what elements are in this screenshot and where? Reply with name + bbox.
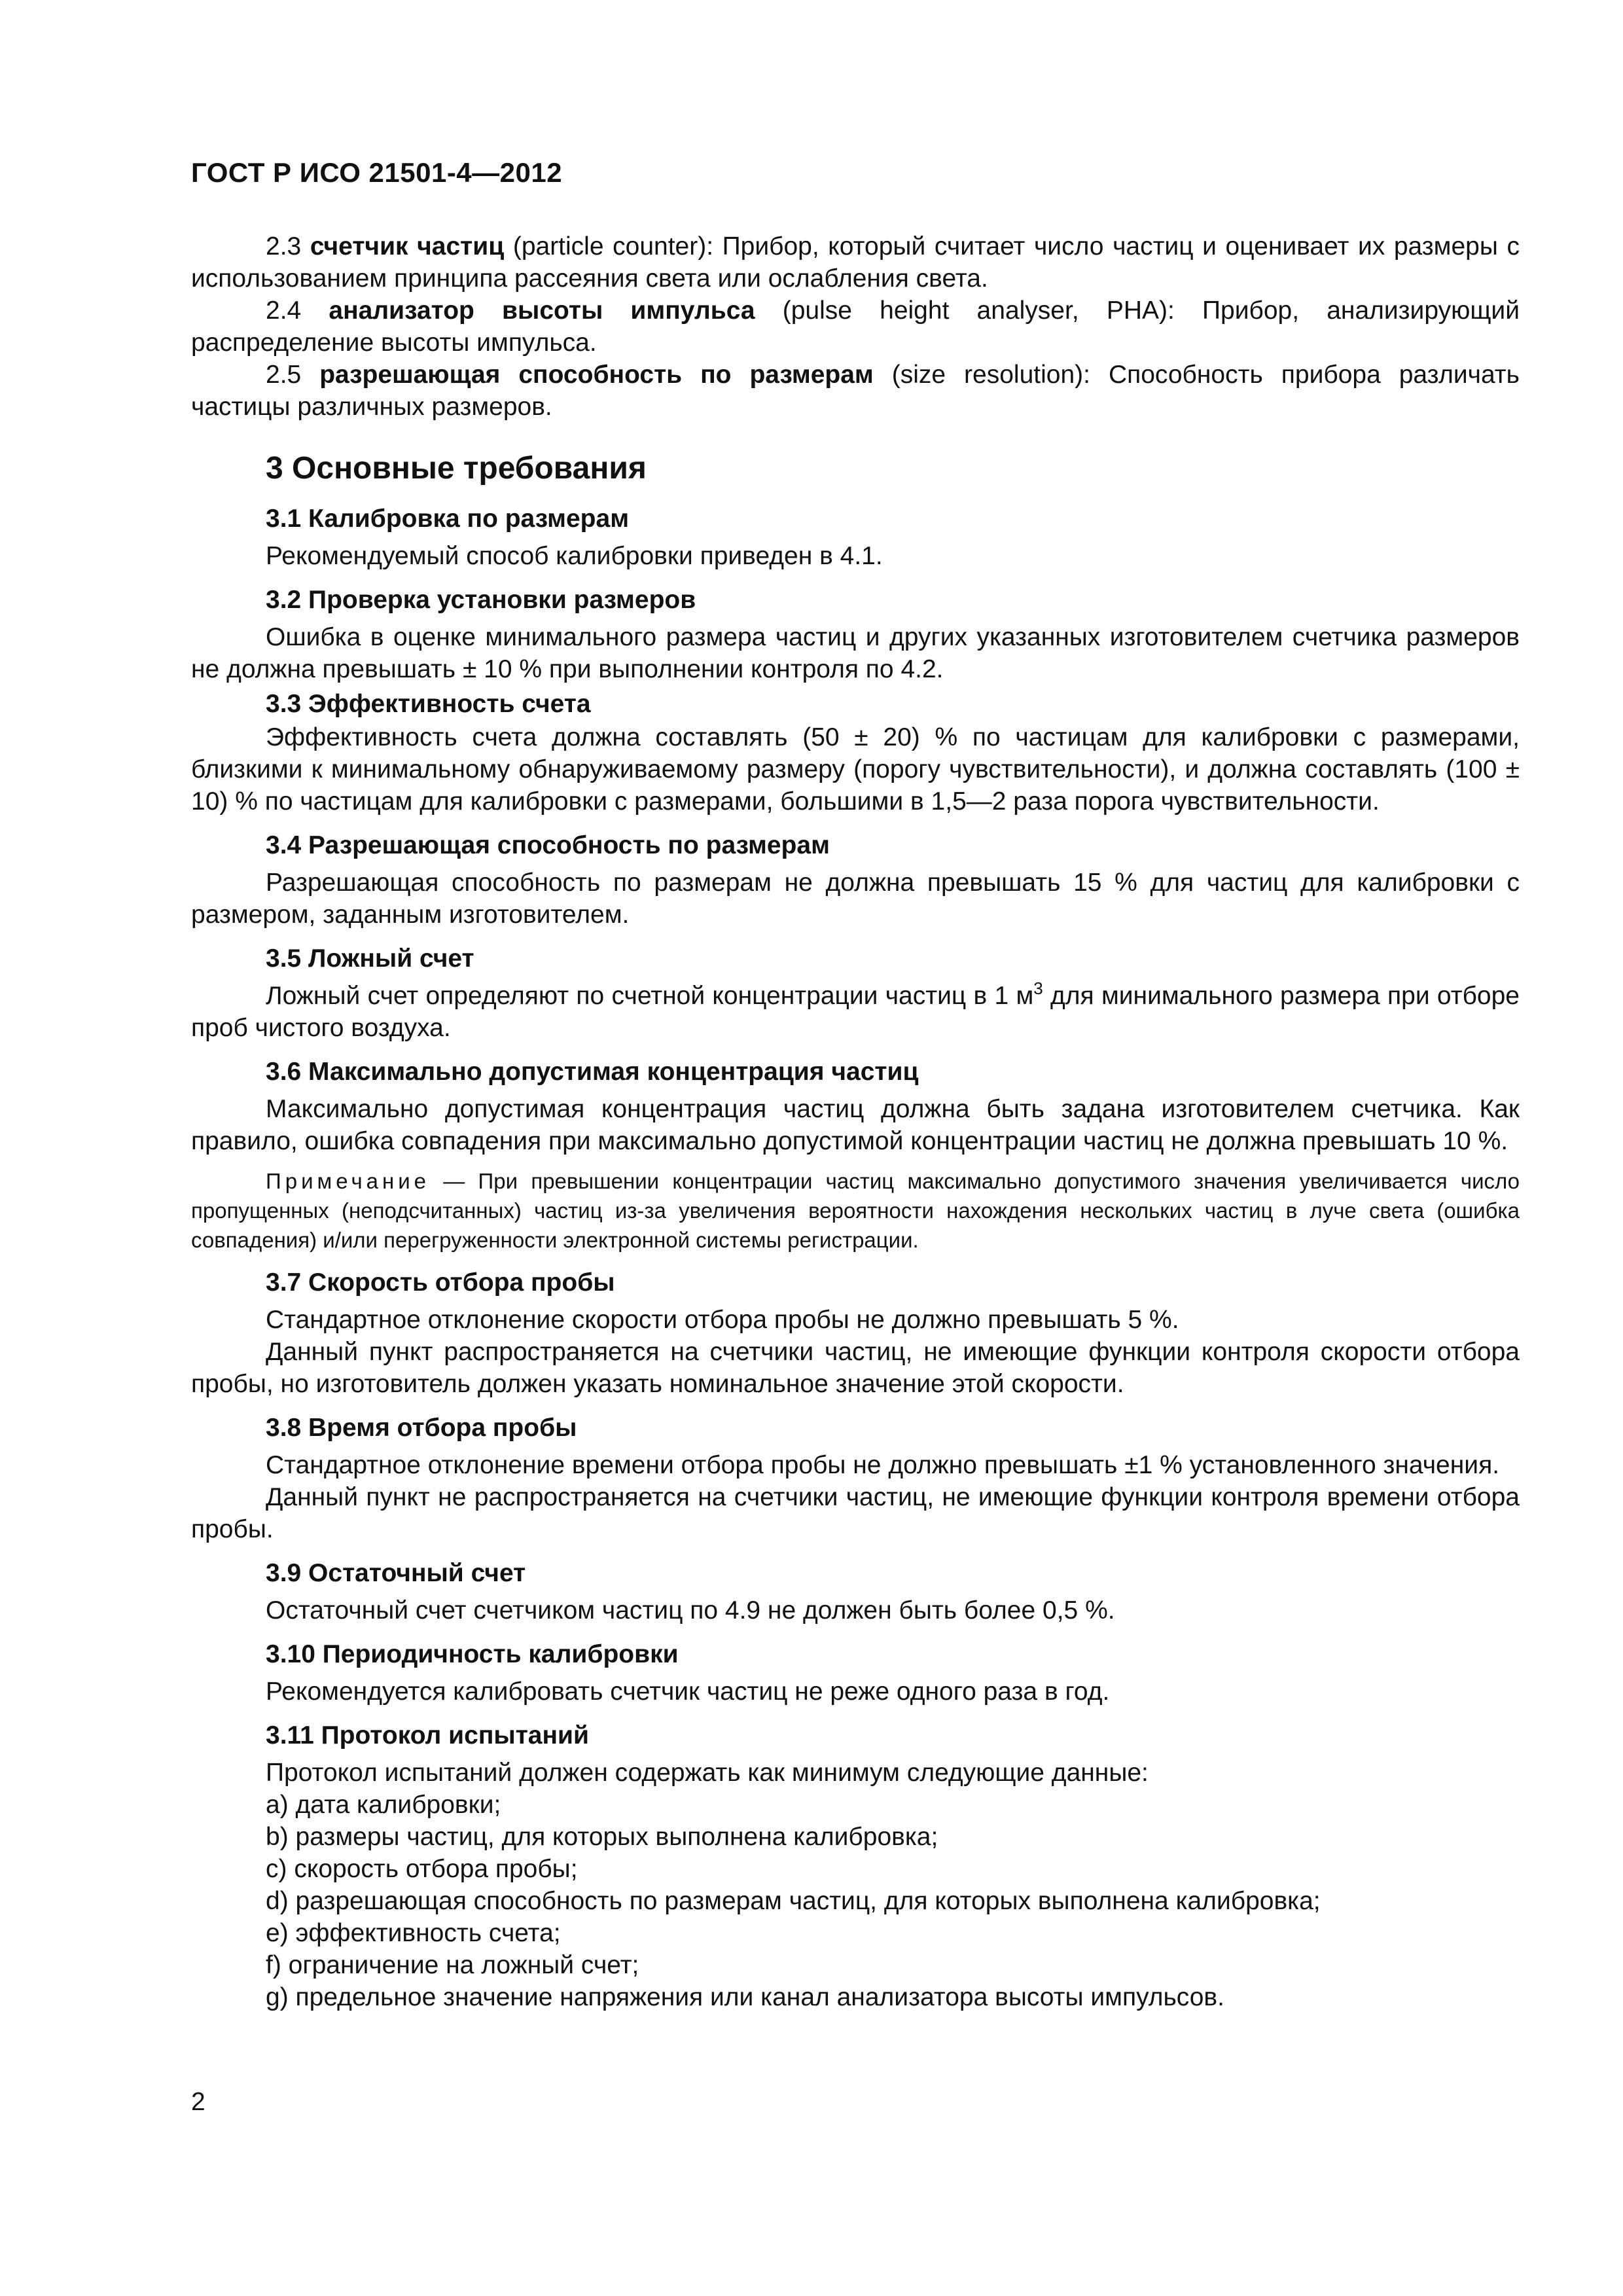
definition-term: счетчик частиц (310, 232, 505, 260)
section-3-4-title: 3.4 Разрешающая способность по размерам (266, 831, 830, 859)
page-number: 2 (191, 2088, 205, 2116)
definition-number: 2.5 (266, 361, 302, 389)
section-3-11-text: Протокол испытаний должен содержать как минимум следующие данные: (266, 1759, 1149, 1787)
list-item: e) эффективность счета; (266, 1919, 561, 1947)
definition-term: анализатор высоты импульса (329, 296, 755, 325)
section-3-8-text-2: Данный пункт не распространяется на счетчики частиц, не имеющие функции контроля времени отбора пробы. (191, 1483, 1520, 1543)
section-3-9-title: 3.9 Остаточный счет (266, 1559, 526, 1587)
list-item: d) разрешающая способность по размерам частиц, для которых выполнена калибровка; (266, 1887, 1321, 1915)
note-label: Примечание (266, 1169, 431, 1193)
section-3-4-text: Разрешающая способность по размерам не должна превышать 15 % для частиц для калибровки с размером, заданным изготовителем. (191, 869, 1520, 929)
definition-text: (size resolution): Способность прибора различать частицы различных размеров. (191, 361, 1520, 421)
section-3-2-title: 3.2 Проверка установки размеров (266, 586, 696, 614)
section-3-10-text: Рекомендуется калибровать счетчик частиц не реже одного раза в год. (266, 1677, 1110, 1706)
protocol-items-list (191, 1789, 1520, 2013)
document-body (191, 230, 1520, 2013)
section-3-9-text: Остаточный счет счетчиком частиц по 4.9 не должен быть более 0,5 %. (266, 1596, 1115, 1624)
section-3-7-text-1: Стандартное отклонение скорости отбора пробы не должно превышать 5 %. (266, 1306, 1179, 1334)
section-3-7-text-2: Данный пункт распространяется на счетчики частиц, не имеющие функции контроля скорости отбора пробы, но изготовитель должен указать номинальное значение этой скорости. (191, 1338, 1520, 1398)
definition-term: разрешающая способность по размерам (319, 361, 874, 389)
section-3-6-text: Максимально допустимая концентрация частиц должна быть задана изготовителем счетчика. Как правило, ошибка совпадения при максимально допустимой концентрации частиц не должна превышать 10 %. (191, 1095, 1520, 1155)
definition-2-4 (191, 295, 1520, 359)
list-item: a) дата калибровки; (266, 1791, 501, 1819)
list-item: f) ограничение на ложный счет; (266, 1951, 639, 1979)
section-3-6-title: 3.6 Максимально допустимая концентрация частиц (266, 1058, 919, 1086)
definition-text: (pulse height analyser, PHA): Прибор, анализирующий распределение высоты импульса. (191, 296, 1520, 357)
section-3-5-text-part1: Ложный счет определяют по счетной концентрации частиц в 1 м (266, 982, 1034, 1010)
section-3-6-note (191, 1166, 1520, 1255)
definition-number: 2.4 (266, 296, 302, 325)
list-item: c) скорость отбора пробы; (266, 1855, 578, 1883)
document-code-header: ГОСТ Р ИСО 21501-4—2012 (191, 157, 563, 188)
section-3-5-text (191, 980, 1520, 1044)
definition-2-5 (191, 359, 1520, 423)
section-3-8-text-1: Стандартное отклонение времени отбора пробы не должно превышать ±1 % установленного значения. (266, 1451, 1500, 1479)
note-text: — При превышении концентрации частиц максимально допустимого значения увеличивается число пропущенных (неподсчитанных) частиц из-за увеличения вероятности нахождения нескольких частиц в луче света (ошибка совпадения) и/или перегруженности электронной системы регистрации. (191, 1169, 1520, 1252)
superscript-3: 3 (1033, 978, 1043, 998)
section-3-8-title: 3.8 Время отбора пробы (266, 1414, 577, 1442)
section-3-5-title: 3.5 Ложный счет (266, 944, 474, 973)
section-3-1-text: Рекомендуемый способ калибровки приведен в 4.1. (266, 542, 883, 570)
definition-number: 2.3 (266, 232, 302, 260)
section-3-3-text: Эффективность счета должна составлять (50 ± 20) % по частицам для калибровки с размерами, близкими к минимальному обнаруживаемому размеру (порогу чувствительности), и должна составлять (100 ± 10) % по частицам для калибровки с размерами, большими в 1,5—2 раза порога чувствительности. (191, 723, 1520, 816)
definition-text: (particle counter): Прибор, который считает число частиц и оценивает их размеры с использованием принципа рассеяния света или ослабления света. (191, 232, 1520, 293)
section-3-title: 3 Основные требования (266, 451, 647, 486)
section-3-3-title: 3.3 Эффективность счета (266, 690, 591, 718)
section-3-5-text-part2: для минимального размера при отборе проб чистого воздуха. (191, 982, 1520, 1042)
section-3-1-title: 3.1 Калибровка по размерам (266, 505, 630, 533)
section-3-11-title: 3.11 Протокол испытаний (266, 1721, 589, 1749)
section-3-7-title: 3.7 Скорость отбора пробы (266, 1268, 615, 1297)
section-3-2-text: Ошибка в оценке минимального размера частиц и других указанных изготовителем счетчика размеров не должна превышать ± 10 % при выполнении контроля по 4.2. (191, 623, 1520, 683)
list-item: b) размеры частиц, для которых выполнена калибровка; (266, 1823, 938, 1851)
definition-2-3 (191, 230, 1520, 295)
section-3-10-title: 3.10 Периодичность калибровки (266, 1640, 679, 1668)
list-item: g) предельное значение напряжения или канал анализатора высоты импульсов. (266, 1983, 1224, 2011)
